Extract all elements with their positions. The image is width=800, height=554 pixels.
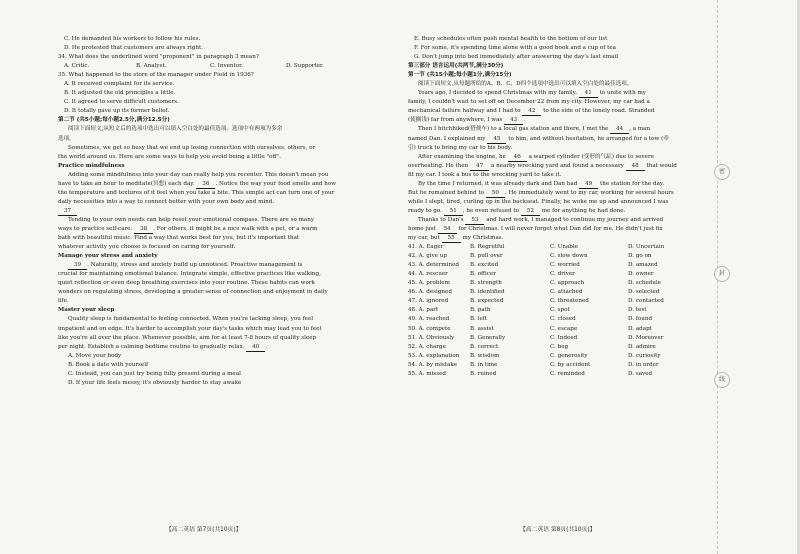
option-row: [408, 325, 708, 334]
option-cell: B. path: [470, 307, 491, 314]
q34-stem: 34. What does the underlined word "proponent" in paragraph 3 mean?: [58, 54, 259, 61]
margin-mark-mi: 密: [714, 164, 730, 180]
option-row: [408, 370, 708, 379]
blank-53: 53: [465, 217, 484, 225]
heading-mindfulness: Practice mindfulness: [58, 162, 125, 169]
option-cell: B. correct: [470, 343, 499, 350]
option-cell: C. generosity: [550, 352, 588, 359]
margin-mark-feng: 封: [714, 266, 730, 282]
option-cell: 54. A. by mistake: [408, 361, 458, 368]
option-cell: D. saved: [628, 370, 653, 377]
option-row: [408, 306, 708, 315]
blank-37: 37: [58, 208, 77, 216]
option-cell: B. identified: [470, 289, 505, 296]
option-a: A. Move your body: [68, 352, 122, 359]
blank-40: 40: [246, 344, 265, 352]
option-cell: B. pull over: [470, 253, 503, 260]
mindfulness-line-2: have to take an hour to meditate(冥想) each day. 36 . Notice the way your food smells and how: [58, 180, 336, 187]
cloze-p2-line-1: Then I hitchhiked(搭便车) to a local gas station and there, I met the 44 , a man: [418, 126, 651, 133]
mindfulness-line-1: Adding some mindfulness into your day can really help you recenter. This doesn't mean you: [68, 171, 329, 178]
option-row: [408, 334, 708, 343]
blank-48: 48: [626, 163, 645, 171]
option-cell: C. reminded: [550, 370, 585, 377]
passage-intro-cont: the world around us. Here are some ways to help you avoid being a little "off".: [58, 153, 281, 160]
option-row: [408, 279, 708, 288]
option-cell: C. by accident: [550, 361, 591, 368]
blank-45: 45: [487, 136, 506, 144]
option-cell: D. test: [628, 307, 647, 314]
q35-option-d: D. It totally gave up its former belief.: [64, 108, 170, 115]
q34-options: [58, 62, 390, 71]
option-cell: C. attached: [550, 289, 583, 296]
option-cell: 44. A. rescuer: [408, 271, 448, 278]
option-row: [408, 270, 708, 279]
option-cell: B. strength: [470, 280, 502, 287]
option-cell: B. ruined: [470, 370, 497, 377]
option-cell: 52. A. charge: [408, 343, 446, 350]
option-cell: D. amazed: [628, 262, 658, 269]
cloze-p5-line-3: my car, but 55 my Christmas.: [408, 235, 504, 242]
passage-intro: Sometimes, we get so busy that we end up losing connection with ourselves, others, or: [68, 144, 316, 151]
option-row: [408, 288, 708, 297]
option-cell: D. owner: [628, 271, 654, 278]
blank-52: 52: [521, 208, 540, 216]
cloze-p2-line-2: named Dan. I explained my 45 to him, and without hesitation, he arranged for a tow (牵: [408, 135, 669, 142]
blank-46: 46: [508, 154, 527, 162]
blank-39: 39: [68, 262, 87, 270]
q33-option-c: C. He demanded his workers to follow his rules.: [64, 36, 201, 42]
option-cell: B. Generally: [470, 334, 506, 341]
option-cell: 50. A. compete: [408, 325, 451, 332]
option-g: G. Don't jump into bed immediately after answering the day's last email: [414, 54, 619, 61]
cloze-p5-line-2: home just 54 for Christmas. I will never forget what Dan did for me. He didn't just fix: [408, 225, 663, 232]
cloze-p3-line-1: After examining the engine, he 46 a warped cylinder (变形的气缸) due to severe: [418, 153, 654, 160]
blank-44: 44: [610, 126, 629, 134]
option-d: D. If your life feels messy, it's obviously harder to stay awake: [68, 379, 242, 386]
heading-stress: Manage your stress and anxiety: [58, 253, 158, 260]
option-cell: B. left: [470, 316, 488, 323]
option-cell: C. Unable: [550, 244, 578, 251]
q34-option-d: D. Supporter.: [286, 63, 324, 70]
right-page-footer: 【高二英语 第8页(共10页)】: [520, 527, 596, 533]
option-cell: C. beg: [550, 343, 569, 350]
stress-line-4: wonders on regulating stress, developing a greater sense of connection and enjoyment in daily: [58, 289, 328, 296]
option-cell: 46. A. designed: [408, 289, 452, 296]
option-cell: B. expected: [470, 298, 504, 305]
margin-mark-xian: 线: [714, 372, 730, 388]
option-cell: 42. A. give up: [408, 253, 448, 260]
left-page-footer: 【高二英语 第7页(共10页)】: [166, 527, 242, 533]
selfcare-line-2: ways to practice self-care. 38 . For others, it might be a nice walk with a pet, or a warm: [58, 225, 318, 232]
option-cell: D. go on: [628, 253, 652, 260]
q35-option-a: A. It received complaint for its service.: [64, 81, 175, 88]
answer-options-table: [408, 243, 708, 379]
option-cell: 49. A. reached: [408, 316, 450, 323]
option-cell: B. officer: [470, 271, 496, 278]
option-e: E. Busy schedules often push mental health to the bottom of our list: [414, 36, 608, 42]
stress-line-5: life.: [58, 298, 69, 305]
blank-54: 54: [438, 226, 457, 234]
q34-option-a: A. Critic.: [64, 63, 90, 70]
q33-option-d: D. He protested that customers are always right.: [64, 45, 203, 52]
stress-line-1: 39 . Naturally, stress and anxiety build up unnoticed. Proactive management is: [58, 261, 390, 270]
cloze-p1-line-2: family, I couldn't wait to set off on December 22 from my city. However, my car had a: [408, 99, 650, 106]
mindfulness-line-4: daily necessities into a way to connect better with your own body and mind.: [58, 198, 275, 205]
heading-blank-37: [58, 207, 390, 216]
stress-line-2: crucial for maintaining emotional balance. Integrate simple, effective practices like walking,: [58, 271, 321, 278]
cloze-p4-line-1: By the time I returned, it was already dark and Dan had 49 the station for the day.: [418, 180, 665, 187]
option-cell: 43. A. determined: [408, 262, 459, 269]
option-cell: 41. A. Eager: [408, 244, 444, 251]
option-cell: B. Regretful: [470, 244, 505, 251]
cloze-p4-line-4: ready to go. 51 , he even refused to 52 me for anything he had done.: [408, 207, 626, 214]
blank-42: 42: [522, 108, 541, 116]
blank-38: 38: [134, 226, 153, 234]
cloze-p3-line-2: overheating. He then 47 a nearby wrecking yard and found a necessary 48 that would: [408, 162, 677, 169]
option-cell: D. curiosity: [628, 352, 661, 359]
option-cell: 48. A. part: [408, 307, 439, 314]
option-cell: D. adapt: [628, 325, 652, 332]
option-cell: 45. A. problem: [408, 280, 450, 287]
q35-stem: 35. What happened to the store of the manager under Field in 1936?: [58, 72, 254, 79]
part-3-instruction: 阅读下面短文,从每题所给的A、B、C、D四个选项中选出可以填入空白处的最佳选项。: [418, 81, 633, 88]
option-b: B. Book a date with yourself: [68, 361, 149, 368]
option-cell: 51. A. Obviously: [408, 334, 455, 341]
right-page: [408, 35, 708, 379]
option-cell: B. wisdom: [470, 352, 500, 359]
blank-50: 50: [486, 190, 505, 198]
option-cell: B. in time: [470, 361, 498, 368]
cloze-p1-line-4: (使搁浅) far from anywhere, I was 43 .: [408, 117, 525, 124]
option-cell: B. excited: [470, 262, 499, 269]
sleep-line-3: like you're all over the place. Whenever possible, aim for at least 7-8 hours of quality sleep: [58, 334, 317, 341]
option-cell: D. schedule: [628, 280, 662, 287]
selfcare-line-1: Tending to your own needs can help reset your emotional compass. There are so many: [68, 216, 315, 223]
cloze-p4-line-2: But he remained behind to 50 . He immediately went to my car, working for several hours: [408, 189, 674, 196]
option-cell: C. driver: [550, 271, 575, 278]
section-2-instruction: 阅读下面短文,从短文后的选项中选出可以填入空白处的最佳选项。选项中有两项为多余: [68, 126, 283, 133]
q34-option-c: C. Inventor.: [210, 63, 243, 70]
cloze-p1-line-1: Years ago, I decided to spend Christmas with my family. 41 to unite with my: [418, 90, 646, 97]
option-row: [408, 297, 708, 306]
blank-47: 47: [470, 163, 489, 171]
selfcare-line-4: whatever activity you choose is focused on caring for yourself.: [58, 244, 236, 251]
q35-option-c: C. It agreed to serve difficult customers.: [64, 99, 179, 106]
sleep-line-1: Quality sleep is fundamental to feeling connected. When you're lacking sleep, you feel: [68, 316, 314, 323]
blank-41: 41: [579, 90, 598, 98]
cloze-p5-line-1: Thanks to Dan's 53 and hard work, I managed to continue my journey and arrived: [418, 216, 664, 223]
cloze-p2-line-3: 引) truck to bring my car to his body.: [408, 144, 513, 151]
option-cell: D. admire: [628, 343, 656, 350]
option-cell: 53. A. explanation: [408, 352, 460, 359]
option-row: [408, 361, 708, 370]
part-3-section-1-heading: 第一节 (共15小题;每小题1分,满分15分): [408, 72, 512, 79]
sleep-line-4: per night. Establish a calming bedtime routine to gradually relax. 40 .: [58, 343, 268, 350]
blank-43: 43: [504, 117, 523, 125]
option-cell: C. Indeed: [550, 334, 578, 341]
option-cell: C. spot: [550, 307, 570, 314]
option-row: [408, 343, 708, 352]
cloze-p3-line-3: fit my car. I took a bus to the wrecking yard to take it.: [408, 171, 562, 178]
option-cell: C. approach: [550, 280, 585, 287]
option-row: [408, 261, 708, 270]
mindfulness-line-3: the temperature and textures of it feel when you take a bite. This simple act can turn one of your: [58, 189, 335, 196]
option-cell: C. worried: [550, 262, 580, 269]
option-cell: C. escape: [550, 325, 578, 332]
sleep-line-2: impatient and on edge. It's harder to accomplish your day's tasks which may lead you to feel: [58, 325, 322, 332]
option-c: C. Instead, you can just try being fully present during a meal: [68, 370, 241, 377]
q34-option-b: B. Analyst.: [136, 63, 167, 70]
option-cell: D. found: [628, 316, 653, 323]
option-cell: D. contacted: [628, 298, 664, 305]
option-cell: D. Moreover: [628, 334, 664, 341]
blank-51: 51: [444, 208, 463, 216]
option-cell: 47. A. ignored: [408, 298, 449, 305]
blank-55: 55: [442, 235, 461, 243]
q35-option-b: B. It adjusted the old principles a little.: [64, 90, 176, 97]
option-cell: 55. A. missed: [408, 370, 446, 377]
option-cell: D. Uncertain: [628, 244, 665, 251]
option-cell: D. selected: [628, 289, 660, 296]
selfcare-line-3: bath with beautiful music. Find a way that works best for you, but it's important that: [58, 235, 300, 242]
option-cell: C. threatened: [550, 298, 589, 305]
option-row: [408, 352, 708, 361]
option-cell: C. slow down: [550, 253, 588, 260]
blank-49: 49: [579, 181, 598, 189]
cloze-p4-line-3: while I slept, tired, curling up in the backseat. Finally, he woke me up and announced I was: [408, 198, 669, 205]
part-3-heading: 第三部分 语言运用(共两节,满分30分): [408, 63, 504, 70]
option-cell: B. assist: [470, 325, 494, 332]
option-row: [408, 315, 708, 324]
heading-sleep: Master your sleep: [58, 307, 115, 314]
stress-line-3: quiet reflection or even deep breathing exercises into your routine. These habits can work: [58, 280, 315, 287]
section-2-instruction-cont: 选项。: [58, 135, 75, 142]
blank-36: 36: [196, 181, 215, 189]
option-row: [408, 243, 708, 252]
left-page: [58, 35, 390, 388]
option-cell: C. closed: [550, 316, 576, 323]
cloze-p1-line-3: mechanical failure halfway and I had to 42 to the side of the lonely road. Stranded: [408, 108, 655, 115]
option-row: [408, 252, 708, 261]
option-f: F. For some, it's spending time alone with a good book and a cup of tea: [414, 45, 616, 52]
section-2-heading: 第二节 (共5小题;每小题2.5分,满分12.5分): [58, 117, 170, 124]
option-cell: D. in order: [628, 361, 659, 368]
